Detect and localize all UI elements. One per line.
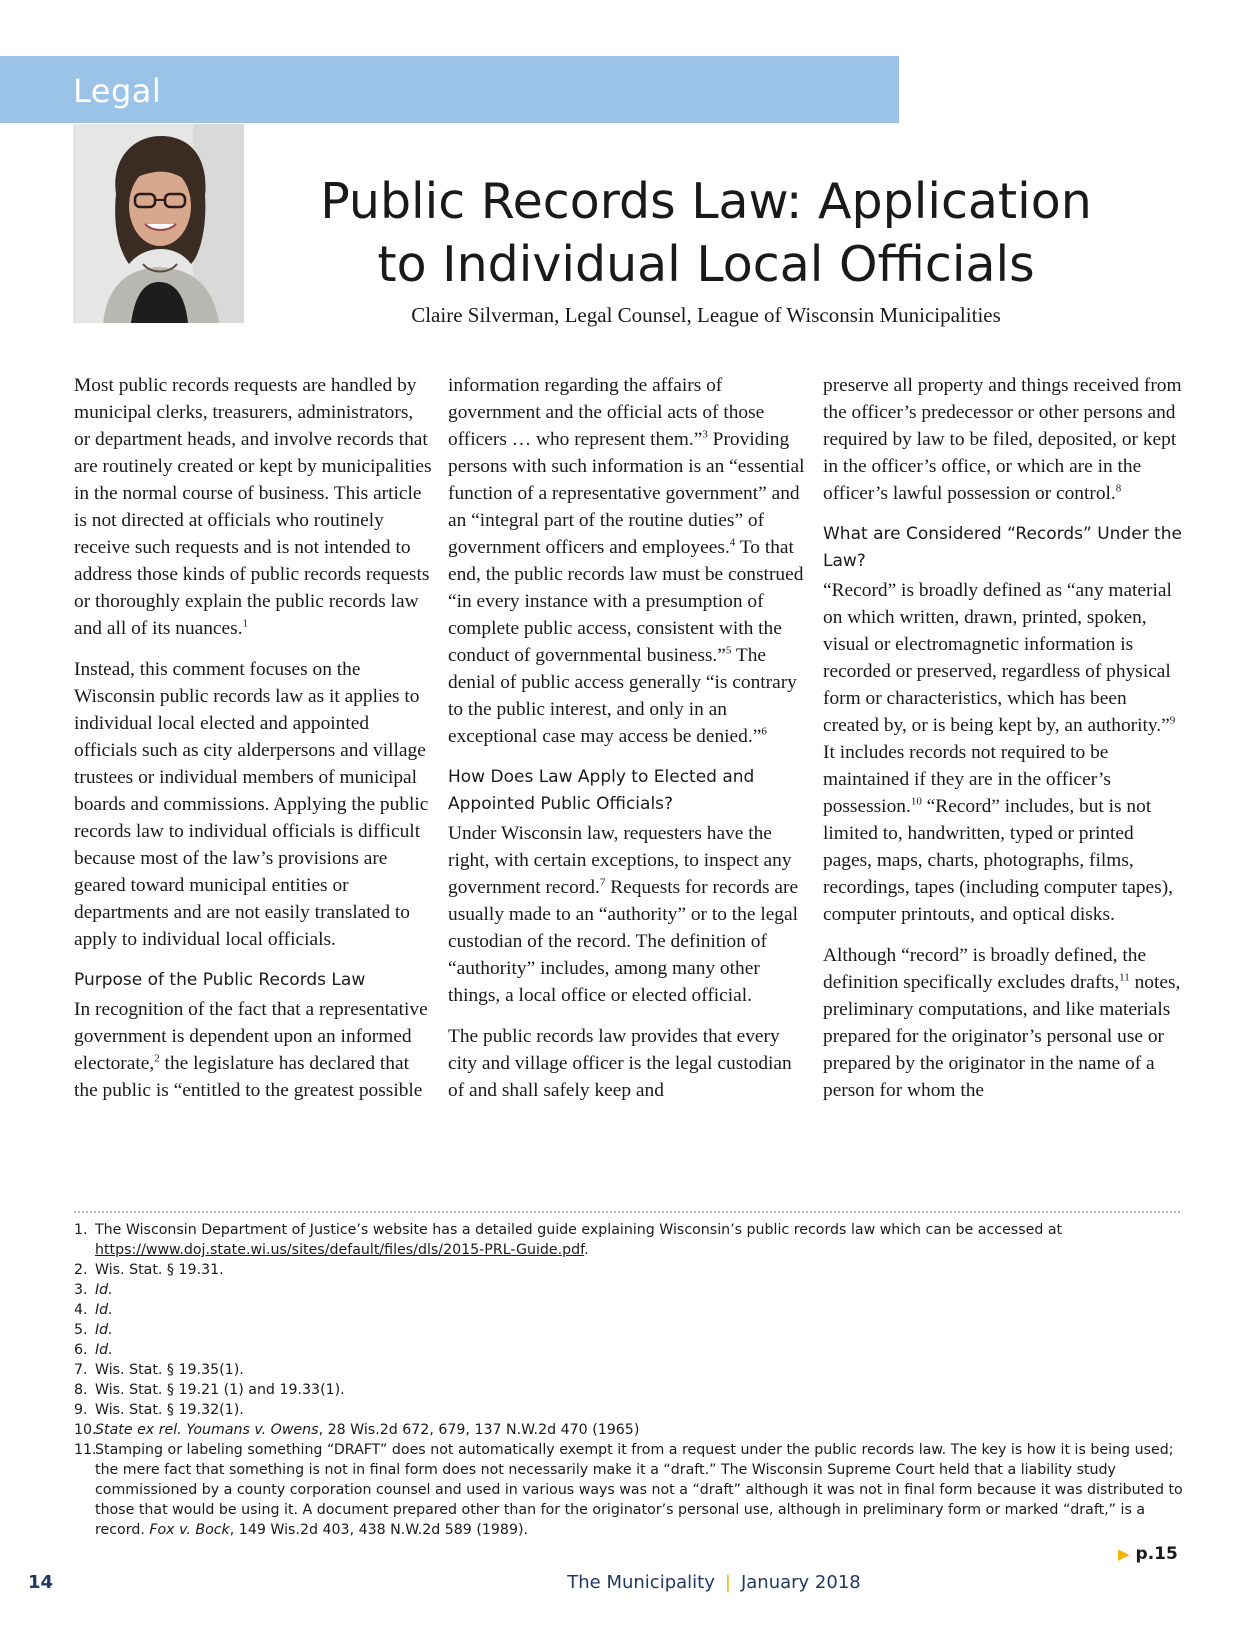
continue-link[interactable] [1118, 1544, 1178, 1564]
triangle-right-icon: ▶ [1118, 1545, 1130, 1563]
footnote [74, 1420, 1184, 1440]
footnote-ref[interactable]: 10 [910, 795, 922, 808]
footnote-text: Wis. Stat. § 19.21 (1) and 19.33(1). [95, 1382, 345, 1398]
paragraph-text: Providing persons with such information is an “essential function of a representative government” and an “integral part of the routine duties” of government officers and employees. [448, 429, 805, 558]
paragraph: Instead, this comment focuses on the Wisconsin public records law as it applies to individual local elected and appointed officials such as city alderpersons and village trustees or individual members of municipal boards and commissions. Applying the public records law to individual officials is difficult because most of the law’s provisions are geared toward municipal entities or departments and are not easily translated to apply to individual local officials. [74, 659, 429, 950]
footnote-ref[interactable]: 5 [725, 644, 732, 657]
footnote-number: 2. [74, 1262, 88, 1278]
section-heading-apply: How Does Law Apply to Elected and Appointed Public Officials? [448, 767, 755, 814]
footnote-ref[interactable]: 7 [599, 876, 606, 889]
section-label: Legal [73, 72, 162, 110]
paragraph: The public records law provides that every city and village officer is the legal custodian of and shall safely keep and [448, 1026, 792, 1101]
paragraph-text: the legislature has declared that the public is “entitled to the greatest possible [74, 1053, 423, 1101]
column-3 [823, 372, 1183, 1104]
footnote-number: 9. [74, 1402, 88, 1418]
footnote [74, 1360, 1184, 1380]
paragraph-text: “Record” is broadly defined as “any material on which written, drawn, printed, spoken, visual or electromagnetic information is recorded or preserved, regardless of physical form or characteristics, which has been created by, or is being kept by, an authority.” [823, 580, 1172, 736]
paragraph-text: Although “record” is broadly defined, the definition specifically excludes drafts, [823, 945, 1147, 993]
footnote-number: 1. [74, 1222, 88, 1238]
footnote [74, 1300, 1184, 1320]
footnote-text: . [584, 1242, 589, 1258]
footnote-text: The Wisconsin Department of Justice’s website has a detailed guide explaining Wisconsin’s public records law which can be accessed at [95, 1222, 1063, 1238]
issue-date: January 2018 [740, 1572, 861, 1593]
footnote-divider [74, 1211, 1180, 1213]
paragraph-text: “Record” includes, but is not limited to, handwritten, typed or printed pages, maps, charts, photographs, films, recordings, tapes (including computer tapes), computer printouts, and optical disks. [823, 796, 1173, 925]
footnotes [74, 1220, 1184, 1540]
section-banner [0, 56, 899, 123]
footnote-number: 11. [74, 1442, 97, 1458]
paragraph [448, 372, 808, 750]
paragraph [823, 372, 1183, 507]
footnote [74, 1380, 1184, 1400]
footnote-text: Wis. Stat. § 19.32(1). [95, 1402, 244, 1418]
footnote-number: 7. [74, 1362, 88, 1378]
paragraph [74, 996, 434, 1104]
footnote-ref[interactable]: 11 [1119, 971, 1130, 984]
paragraph-text: Under Wisconsin law, requesters have the right, with certain exceptions, to inspect any government record. [448, 823, 792, 898]
guide-link[interactable]: https://www.doj.state.wi.us/sites/default/files/dls/2015-PRL-Guide.pdf [95, 1242, 585, 1258]
footnote-number: 6. [74, 1342, 88, 1358]
paragraph-text: information regarding the affairs of government and the official acts of those officers … who represent them.” [448, 375, 765, 450]
footnote-number: 8. [74, 1382, 88, 1398]
footnote-ref[interactable]: 3 [702, 428, 708, 441]
section-heading-records: What are Considered “Records” Under the Law? [823, 524, 1182, 571]
title-line-2: to Individual Local Officials [377, 236, 1035, 293]
footnote-number: 10. [74, 1422, 97, 1438]
footnote-case-name: Fox v. Bock [149, 1522, 230, 1538]
separator: | [724, 1572, 731, 1593]
footnote-text: Id. [95, 1282, 113, 1298]
article-title [296, 170, 1116, 296]
column-1 [74, 372, 434, 1104]
footnote [74, 1340, 1184, 1360]
page-number: 14 [28, 1572, 54, 1593]
footnote-number: 5. [74, 1322, 88, 1338]
section-heading-purpose: Purpose of the Public Records Law [74, 970, 366, 990]
paragraph-text: Most public records requests are handled by municipal clerks, treasurers, administrators, or department heads, and involve records that are routinely created or kept by municipalities in the normal course of business. This article is not directed at officials who routinely receive such requests and is not intended to address those kinds of public records requests or thoroughly explain the public records law and all of its nuances. [74, 375, 432, 639]
footnote-ref[interactable]: 9 [1169, 714, 1176, 727]
paragraph [823, 942, 1183, 1104]
paragraph [823, 577, 1183, 928]
paragraph-text: notes, preliminary computations, and like materials prepared for the originator’s personal use or prepared by the originator in the name of a person for whom the [823, 972, 1181, 1101]
footnote [74, 1400, 1184, 1420]
paragraph-text: In recognition of the fact that a representative government is dependent upon an informed electorate, [74, 999, 428, 1074]
paragraph-text: To that end, the public records law must be construed “in every instance with a presumption of complete public access, consistent with the conduct of governmental business.” [448, 537, 804, 666]
footnote-ref[interactable]: 2 [154, 1052, 160, 1065]
paragraph [448, 820, 808, 1009]
footnote-ref[interactable]: 8 [1115, 482, 1122, 495]
byline: Claire Silverman, Legal Counsel, League of Wisconsin Municipalities [411, 303, 1001, 327]
footnote-ref[interactable]: 1 [242, 617, 249, 630]
column-2 [448, 372, 808, 1104]
footnote [74, 1280, 1184, 1300]
paragraph [74, 372, 434, 642]
footnote-text: Stamping or labeling something “DRAFT” does not automatically exempt it from a request under the public records law. The key is how it is being used; the mere fact that something is not in final form does not necessarily make it a “draft.” The Wisconsin Supreme Court held that a liability study commissioned by a county corporation counsel and used in various ways was not a “draft” although it was not in final form because it was distributed to those that would be using it. A document prepared other than for the originator’s personal use, although in preliminary form or marked “draft,” is a record. [95, 1442, 1183, 1538]
paragraph-text: It includes records not required to be maintained if they are in the officer’s possession. [823, 742, 1111, 817]
title-line-1: Public Records Law: Application [320, 173, 1092, 230]
footnote-text: Wis. Stat. § 19.31. [95, 1262, 224, 1278]
footnote [74, 1440, 1184, 1540]
footnote-ref[interactable]: 6 [761, 725, 767, 738]
paragraph-text: preserve all property and things received from the officer’s predecessor or other persons and required by law to be filed, deposited, or kept in the officer’s office, or which are in the officer’s lawful possession or control. [823, 375, 1182, 504]
paragraph-text: Requests for records are usually made to an “authority” or to the legal custodian of the record. The definition of “authority” includes, among many other things, a local office or elected official. [448, 877, 799, 1006]
continue-label: p.15 [1135, 1544, 1178, 1564]
running-footer [0, 1572, 1256, 1593]
footnote-number: 4. [74, 1302, 88, 1318]
footnote-number: 3. [74, 1282, 88, 1298]
publication-name: The Municipality [567, 1572, 715, 1593]
footnote-text: Id. [95, 1322, 113, 1338]
footnote-text: Wis. Stat. § 19.35(1). [95, 1362, 244, 1378]
author-photo [73, 124, 244, 323]
paragraph-text: The denial of public access generally “is contrary to the public interest, and only in an exceptional case may access be denied.” [448, 645, 797, 747]
footnote-text: , 28 Wis.2d 672, 679, 137 N.W.2d 470 (1965) [318, 1422, 640, 1438]
footnote-ref[interactable]: 4 [729, 536, 736, 549]
footnote [74, 1320, 1184, 1340]
footnote-case-name: State ex rel. Youmans v. Owens [95, 1422, 319, 1438]
footnote-text: Id. [95, 1302, 113, 1318]
footnote-text: Id. [95, 1342, 113, 1358]
footnote-text: , 149 Wis.2d 403, 438 N.W.2d 589 (1989). [229, 1522, 529, 1538]
footnote [74, 1260, 1184, 1280]
footnote [74, 1220, 1184, 1260]
